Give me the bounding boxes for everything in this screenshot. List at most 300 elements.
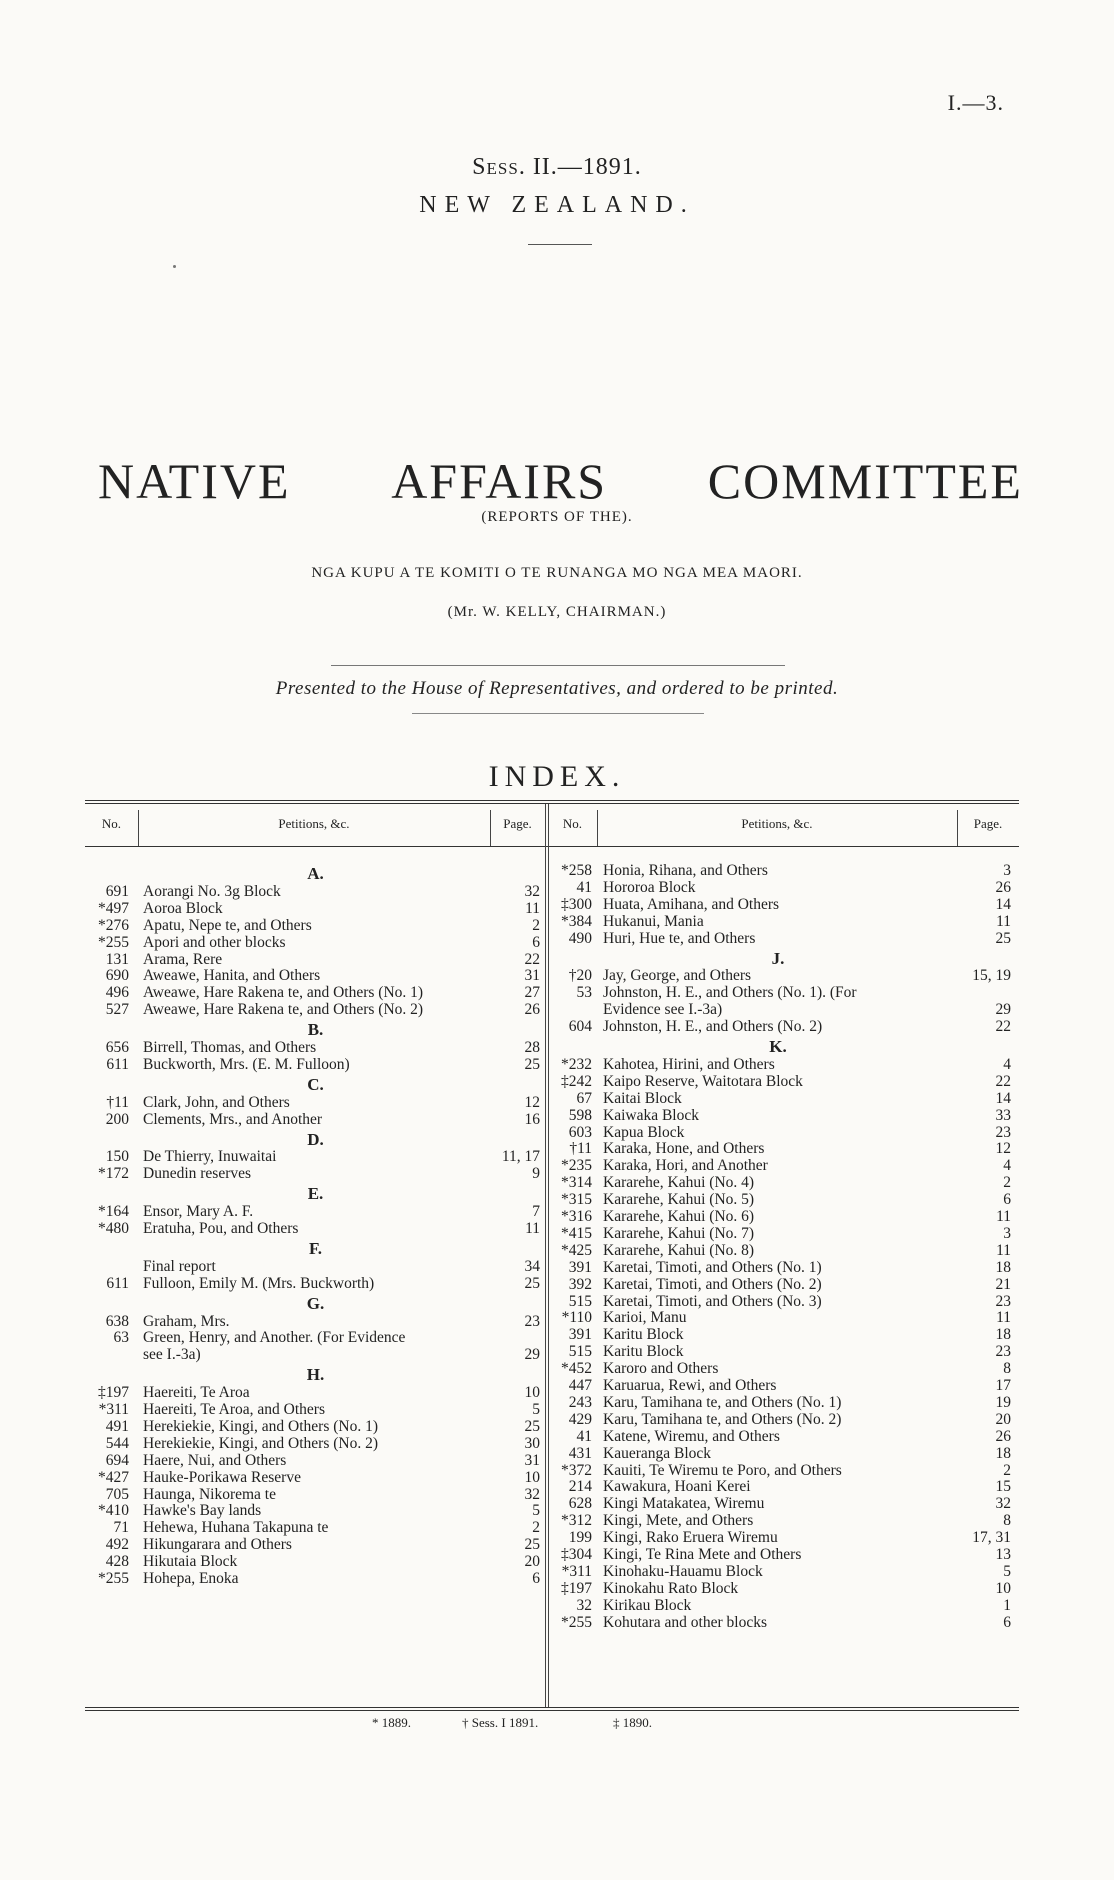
divider [331, 665, 785, 666]
index-entry [0, 1309, 1114, 1326]
entry-title: Kauiti, Te Wiremu te Poro, and Others [603, 1461, 842, 1479]
table-rule [85, 1707, 1019, 1708]
entry-title: Hikutaia Block [143, 1553, 238, 1571]
entry-title: Kaueranga Block [603, 1444, 712, 1462]
table-rule [85, 800, 1019, 801]
index-entry [0, 1276, 1114, 1293]
entry-title: Kaipo Reserve, Waitotara Block [603, 1072, 803, 1090]
entry-title: Hehewa, Huhana Takapuna te [143, 1519, 329, 1537]
index-entry [0, 1018, 1114, 1035]
index-entry [0, 1225, 1114, 1242]
index-entry [0, 1614, 1114, 1631]
entry-page: 6 [532, 933, 540, 951]
entry-page: 5 [532, 1502, 540, 1520]
entry-title: Karetai, Timoti, and Others (No. 3) [603, 1292, 822, 1310]
entry-title: Kahotea, Hirini, and Others [603, 1055, 775, 1073]
index-entry [0, 1343, 1114, 1360]
entry-number: 63 [113, 1329, 129, 1347]
entry-page: 2 [1003, 1174, 1011, 1192]
entry-title: Apatu, Nepe te, and Others [143, 916, 312, 934]
entry-page: 18 [995, 1258, 1011, 1276]
entry-page: 20 [524, 1553, 540, 1571]
entry-page: 25 [524, 1417, 540, 1435]
entry-number: *410 [98, 1502, 129, 1520]
footnote: ‡ 1890. [613, 1715, 652, 1730]
page-code: I.—3. [947, 90, 1004, 115]
entry-number: 603 [568, 1123, 592, 1141]
entry-title: Kaiwaka Block [603, 1106, 699, 1124]
entry-number: 638 [105, 1312, 129, 1330]
entry-title: Hauke-Porikawa Reserve [143, 1468, 301, 1486]
entry-number: *316 [561, 1208, 592, 1225]
entry-title: Arama, Rere [143, 950, 223, 968]
session-line: Sess. II.—1891. [472, 154, 642, 180]
index-entry [0, 1124, 1114, 1141]
divider [412, 713, 704, 714]
entry-number: 41 [576, 1427, 592, 1445]
entry-title: Hawke's Bay lands [143, 1502, 262, 1520]
index-entry [0, 1242, 1114, 1259]
entry-number: *415 [561, 1224, 592, 1242]
entry-number: 527 [105, 1001, 129, 1019]
entry-number: 431 [568, 1444, 592, 1462]
entry-number: 200 [105, 1110, 129, 1128]
entry-number: *110 [561, 1309, 592, 1327]
title-word: COMMITTEE [707, 453, 1023, 509]
entry-title: Johnston, H. E., and Others (No. 2) [603, 1018, 823, 1036]
country-line: NEW ZEALAND. [419, 192, 695, 218]
entry-page: 5 [1003, 1562, 1011, 1580]
entry-title: Karuarua, Rewi, and Others [603, 1377, 777, 1394]
entry-page: 21 [995, 1275, 1011, 1293]
index-entry [0, 1090, 1114, 1107]
entry-title: Apori and other blocks [143, 933, 286, 951]
footnote: * 1889. [372, 1715, 411, 1730]
index-entry [0, 896, 1114, 913]
entry-page: 12 [995, 1140, 1011, 1158]
entry-number: 71 [113, 1519, 129, 1537]
index-entry [0, 1546, 1114, 1563]
entry-number: *232 [561, 1055, 592, 1073]
entry-title: Karaka, Hori, and Another [603, 1157, 768, 1175]
entry-number: ‡300 [561, 895, 592, 913]
header-page: Page. [503, 816, 532, 831]
entry-title: Karu, Tamihana te, and Others (No. 1) [603, 1393, 842, 1411]
entry-title: Green, Henry, and Another. (For Evidence [143, 1329, 406, 1347]
entry-title: Kararehe, Kahui (No. 5) [603, 1191, 755, 1209]
entry-title: Karioi, Manu [603, 1309, 687, 1327]
index-entry [0, 1107, 1114, 1124]
index-entry [0, 930, 1114, 947]
entry-number: 496 [105, 984, 129, 1002]
entry-number: 199 [568, 1529, 592, 1547]
entry-number: *480 [98, 1220, 129, 1237]
index-entry [0, 1529, 1114, 1546]
entry-page: 18 [995, 1444, 1011, 1462]
entry-page: 17, 31 [972, 1529, 1011, 1547]
entry-title: Eratuha, Pou, and Others [143, 1220, 299, 1237]
entry-title: Kingi, Rako Eruera Wiremu [603, 1529, 778, 1547]
entry-page: 3 [1003, 862, 1011, 879]
entry-page: 15 [995, 1478, 1011, 1496]
entry-page: 31 [524, 1451, 540, 1469]
entry-page: 20 [995, 1410, 1011, 1428]
entry-page: 16 [524, 1110, 540, 1128]
title-word: AFFAIRS [391, 453, 608, 509]
entry-title: Dunedin reserves [143, 1165, 252, 1183]
entry-title: Kapua Block [603, 1123, 685, 1141]
subtitle: (REPORTS OF THE). [481, 509, 633, 525]
entry-number: 691 [105, 882, 129, 900]
entry-number: 604 [568, 1018, 592, 1036]
section-letter: K. [769, 1037, 787, 1056]
entry-title: Birrell, Thomas, and Others [143, 1039, 317, 1056]
entry-page: 30 [524, 1434, 540, 1452]
entry-title: Haereiti, Te Aroa [143, 1384, 250, 1402]
entry-number: *172 [98, 1165, 129, 1183]
entry-number: ‡242 [561, 1072, 592, 1090]
entry-number: 53 [576, 984, 592, 1002]
entry-title: Graham, Mrs. [143, 1312, 230, 1330]
section-letter: E. [307, 1184, 324, 1204]
entry-page: 2 [532, 916, 540, 934]
entry-page: 11 [996, 1309, 1011, 1327]
entry-title: Kaitai Block [603, 1089, 682, 1107]
index-entry [0, 1208, 1114, 1225]
entry-number: ‡197 [98, 1384, 129, 1402]
index-entry [0, 1360, 1114, 1377]
section-letter: G. [306, 1293, 325, 1313]
entry-number: 611 [106, 1055, 129, 1073]
entry-page: 25 [524, 1055, 540, 1073]
entry-number: *311 [561, 1562, 592, 1580]
entry-page: 22 [995, 1018, 1011, 1036]
entry-page: 17 [995, 1377, 1011, 1394]
entry-page: 23 [995, 1292, 1011, 1310]
entry-number: 243 [568, 1393, 592, 1411]
entry-number: *314 [561, 1174, 592, 1192]
entry-number: 690 [105, 967, 129, 985]
entry-page: 2 [532, 1519, 540, 1537]
index-entry [0, 1157, 1114, 1174]
entry-number: *276 [98, 916, 129, 934]
presented-line: Presented to the House of Representatives, and ordered to be printed. [275, 678, 839, 699]
entry-number: *235 [561, 1157, 592, 1175]
entry-number: ‡197 [561, 1579, 592, 1597]
entry-number: 131 [105, 950, 129, 968]
entry-title: Fulloon, Emily M. (Mrs. Buckworth) [143, 1274, 375, 1292]
entry-number: *164 [98, 1203, 129, 1221]
header-petitions: Petitions, &c. [741, 816, 813, 831]
entry-title: Katene, Wiremu, and Others [603, 1427, 780, 1445]
index-entry [0, 1001, 1114, 1018]
table-rule [85, 803, 1019, 804]
entry-page: 28 [524, 1039, 540, 1056]
entry-number: *372 [561, 1461, 592, 1479]
entry-number: 67 [576, 1089, 592, 1107]
entry-number: 628 [568, 1495, 592, 1513]
entry-title: Buckworth, Mrs. (E. M. Fulloon) [143, 1055, 350, 1073]
entry-number: 656 [105, 1039, 129, 1056]
entry-title: Huata, Amihana, and Others [603, 895, 780, 913]
entry-number: *255 [561, 1613, 592, 1631]
entry-title: Honia, Rihana, and Others [603, 862, 768, 879]
entry-title: Kararehe, Kahui (No. 8) [603, 1241, 755, 1259]
table-rule [85, 846, 1019, 847]
index-entry [0, 1140, 1114, 1157]
index-title: INDEX. [488, 760, 626, 793]
entry-page: 32 [524, 1485, 540, 1503]
entry-page: 23 [995, 1343, 1011, 1361]
entry-title: Kararehe, Kahui (No. 4) [603, 1174, 755, 1192]
entry-title: Karitu Block [603, 1326, 684, 1344]
entry-number: †11 [569, 1140, 592, 1158]
entry-title: Clark, John, and Others [143, 1093, 290, 1111]
entry-page: 6 [532, 1570, 540, 1587]
index-entry [0, 1259, 1114, 1276]
entry-page: 12 [524, 1093, 540, 1111]
header-petitions: Petitions, &c. [278, 816, 350, 831]
entry-title: Aoroa Block [143, 899, 223, 917]
entry-title: Hukanui, Mania [603, 912, 704, 930]
index-entry [0, 967, 1114, 984]
entry-page: 3 [1003, 1224, 1011, 1242]
entry-title: Hohepa, Enoka [143, 1570, 239, 1587]
entry-title: Hikungarara and Others [143, 1536, 292, 1554]
entry-page: 26 [995, 878, 1011, 896]
entry-number: 544 [105, 1434, 129, 1452]
entry-number: 705 [105, 1485, 129, 1503]
entry-number: 515 [568, 1343, 592, 1361]
index-entry [0, 1377, 1114, 1394]
entry-title: Karetai, Timoti, and Others (No. 1) [603, 1258, 822, 1276]
entry-page: 26 [524, 1001, 540, 1019]
section-letter: D. [307, 1129, 324, 1149]
entry-title: Hororoa Block [603, 878, 696, 896]
index-entry [0, 1495, 1114, 1512]
entry-page: 29 [995, 1001, 1011, 1019]
index-entry [0, 1563, 1114, 1580]
entry-page: 6 [1003, 1191, 1011, 1209]
entry-page: 4 [1003, 1055, 1011, 1073]
entry-page: 32 [524, 882, 540, 900]
entry-number: †20 [568, 967, 592, 985]
entry-number: 598 [568, 1106, 592, 1124]
index-entry [0, 862, 1114, 879]
entry-number: 392 [568, 1275, 592, 1293]
entry-page: 25 [524, 1536, 540, 1554]
footnote: † Sess. I 1891. [462, 1715, 539, 1730]
entry-page: 22 [524, 950, 540, 968]
entry-title: Kohutara and other blocks [603, 1613, 767, 1631]
entry-page: 10 [995, 1579, 1011, 1597]
index-entry [0, 1445, 1114, 1462]
entry-title: see I.-3a) [143, 1346, 201, 1364]
header-page: Page. [973, 816, 1003, 831]
entry-page: 14 [995, 895, 1011, 913]
entry-number: *425 [561, 1241, 592, 1259]
entry-page: 8 [1003, 1512, 1011, 1530]
entry-page: 15, 19 [972, 967, 1011, 985]
entry-page: 2 [1003, 1461, 1011, 1479]
index-entry [0, 1174, 1114, 1191]
entry-page: 23 [524, 1312, 540, 1330]
entry-page: 23 [995, 1123, 1011, 1141]
entry-title: Evidence see I.-3a) [603, 1001, 723, 1019]
index-entry [0, 1411, 1114, 1428]
index-entry [0, 1293, 1114, 1310]
entry-title: Kinokahu Rato Block [603, 1579, 739, 1597]
index-entry [0, 879, 1114, 896]
entry-page: 11 [525, 899, 540, 917]
entry-number: *312 [561, 1512, 592, 1530]
entry-title: Kararehe, Kahui (No. 7) [603, 1224, 755, 1242]
entry-title: Final report [143, 1257, 216, 1275]
entry-title: Aweawe, Hare Rakena te, and Others (No. 1) [143, 984, 424, 1002]
index-entry [0, 1428, 1114, 1445]
entry-number: 611 [106, 1274, 129, 1292]
entry-title: Herekiekie, Kingi, and Others (No. 1) [143, 1417, 379, 1435]
title-word: NATIVE [98, 453, 291, 509]
entry-page: 25 [995, 929, 1011, 947]
entry-number: ‡304 [561, 1546, 592, 1563]
entry-page: 11 [996, 912, 1011, 930]
entry-title: Kinohaku-Hauamu Block [603, 1562, 763, 1580]
table-rule [85, 1710, 1019, 1711]
entry-title: Haereiti, Te Aroa, and Others [143, 1401, 325, 1418]
section-letter: C. [307, 1074, 324, 1094]
index-entry [0, 1394, 1114, 1411]
entry-number: *315 [561, 1191, 592, 1209]
entry-number: 391 [568, 1326, 592, 1344]
entry-page: 8 [1003, 1360, 1011, 1378]
index-entry [0, 913, 1114, 930]
entry-title: Karitu Block [603, 1343, 684, 1361]
entry-number: *452 [561, 1360, 592, 1378]
header-no: No. [101, 816, 122, 831]
entry-number: 490 [568, 929, 592, 947]
section-letter: F. [308, 1238, 323, 1258]
entry-page: 11 [996, 1208, 1011, 1225]
entry-number: 41 [576, 878, 592, 896]
entry-number: 150 [105, 1148, 129, 1166]
entry-page: 4 [1003, 1157, 1011, 1175]
entry-page: 11 [996, 1241, 1011, 1259]
entry-number: 491 [105, 1417, 129, 1435]
entry-page: 26 [995, 1427, 1011, 1445]
section-letter: H. [306, 1365, 325, 1385]
maori-title: NGA KUPU A TE KOMITI O TE RUNANGA MO NGA MEA MAORI. [311, 565, 803, 581]
index-entry [0, 1326, 1114, 1343]
entry-number: 515 [568, 1292, 592, 1310]
entry-page: 9 [532, 1165, 540, 1183]
entry-page: 19 [995, 1393, 1011, 1411]
index-entry [0, 1580, 1114, 1597]
entry-number: †11 [106, 1093, 129, 1111]
entry-number: 694 [105, 1451, 129, 1469]
entry-page: 22 [995, 1072, 1011, 1090]
index-entry [0, 1191, 1114, 1208]
entry-page: 6 [1003, 1613, 1011, 1631]
entry-title: Johnston, H. E., and Others (No. 1). (For [603, 984, 857, 1002]
entry-title: Karaka, Hone, and Others [603, 1140, 765, 1158]
index-entry [0, 1073, 1114, 1090]
entry-title: Kirikau Block [603, 1596, 692, 1614]
entry-title: Kararehe, Kahui (No. 6) [603, 1208, 755, 1225]
entry-title: Haunga, Nikorema te [143, 1485, 276, 1503]
entry-page: 25 [524, 1274, 540, 1292]
entry-title: Herekiekie, Kingi, and Others (No. 2) [143, 1434, 379, 1452]
entry-number: *255 [98, 933, 129, 951]
entry-number: 428 [105, 1553, 129, 1571]
chairman-line: (Mr. W. KELLY, CHAIRMAN.) [447, 604, 667, 620]
entry-page: 5 [532, 1401, 540, 1418]
entry-number: *258 [561, 862, 592, 879]
entry-title: Aweawe, Hare Rakena te, and Others (No. 2) [143, 1001, 424, 1019]
index-entry [0, 1478, 1114, 1495]
entry-title: Karoro and Others [603, 1360, 719, 1378]
entry-title: Clements, Mrs., and Another [143, 1110, 323, 1128]
entry-page: 13 [995, 1546, 1011, 1563]
entry-number: 492 [105, 1536, 129, 1554]
entry-number: 214 [568, 1478, 592, 1496]
entry-page: 11, 17 [501, 1148, 540, 1166]
entry-number: 429 [568, 1410, 592, 1428]
entry-page: 1 [1003, 1596, 1011, 1614]
index-entry [0, 1462, 1114, 1479]
header-no: No. [562, 816, 583, 831]
entry-number: *497 [98, 899, 129, 917]
entry-title: Haere, Nui, and Others [143, 1451, 287, 1469]
entry-page: 33 [995, 1106, 1011, 1124]
entry-page: 14 [995, 1089, 1011, 1107]
entry-number: *311 [98, 1401, 129, 1418]
entry-title: Kingi Matakatea, Wiremu [603, 1495, 765, 1513]
entry-number: 391 [568, 1258, 592, 1276]
entry-title: De Thierry, Inuwaitai [143, 1148, 277, 1166]
entry-page: 27 [524, 984, 540, 1002]
entry-title: Huri, Hue te, and Others [603, 929, 756, 947]
ink-speck [173, 265, 176, 268]
index-entry [0, 984, 1114, 1001]
entry-page: 32 [995, 1495, 1011, 1513]
entry-title: Jay, George, and Others [603, 967, 752, 985]
entry-page: 7 [532, 1203, 540, 1221]
entry-number: *427 [98, 1468, 129, 1486]
entry-title: Aweawe, Hanita, and Others [143, 967, 321, 985]
entry-title: Kawakura, Hoani Kerei [603, 1478, 751, 1496]
section-letter: B. [307, 1020, 324, 1040]
entry-page: 11 [525, 1220, 540, 1237]
section-letter: J. [771, 948, 785, 968]
entry-number: *255 [98, 1570, 129, 1587]
main-title [98, 453, 1023, 509]
entry-page: 31 [524, 967, 540, 985]
entry-title: Aorangi No. 3g Block [143, 882, 281, 900]
divider [528, 244, 592, 245]
entry-number: 447 [568, 1377, 592, 1394]
index-entry [0, 1512, 1114, 1529]
section-letter: A. [307, 864, 324, 883]
entry-number: *384 [561, 912, 592, 930]
entry-page: 29 [524, 1346, 540, 1364]
entry-title: Ensor, Mary A. F. [143, 1203, 254, 1221]
index-entry [0, 1056, 1114, 1073]
entry-title: Karetai, Timoti, and Others (No. 2) [603, 1275, 822, 1293]
entry-title: Kingi, Mete, and Others [603, 1512, 754, 1530]
entry-page: 34 [524, 1257, 540, 1275]
entry-title: Kingi, Te Rina Mete and Others [603, 1546, 802, 1563]
